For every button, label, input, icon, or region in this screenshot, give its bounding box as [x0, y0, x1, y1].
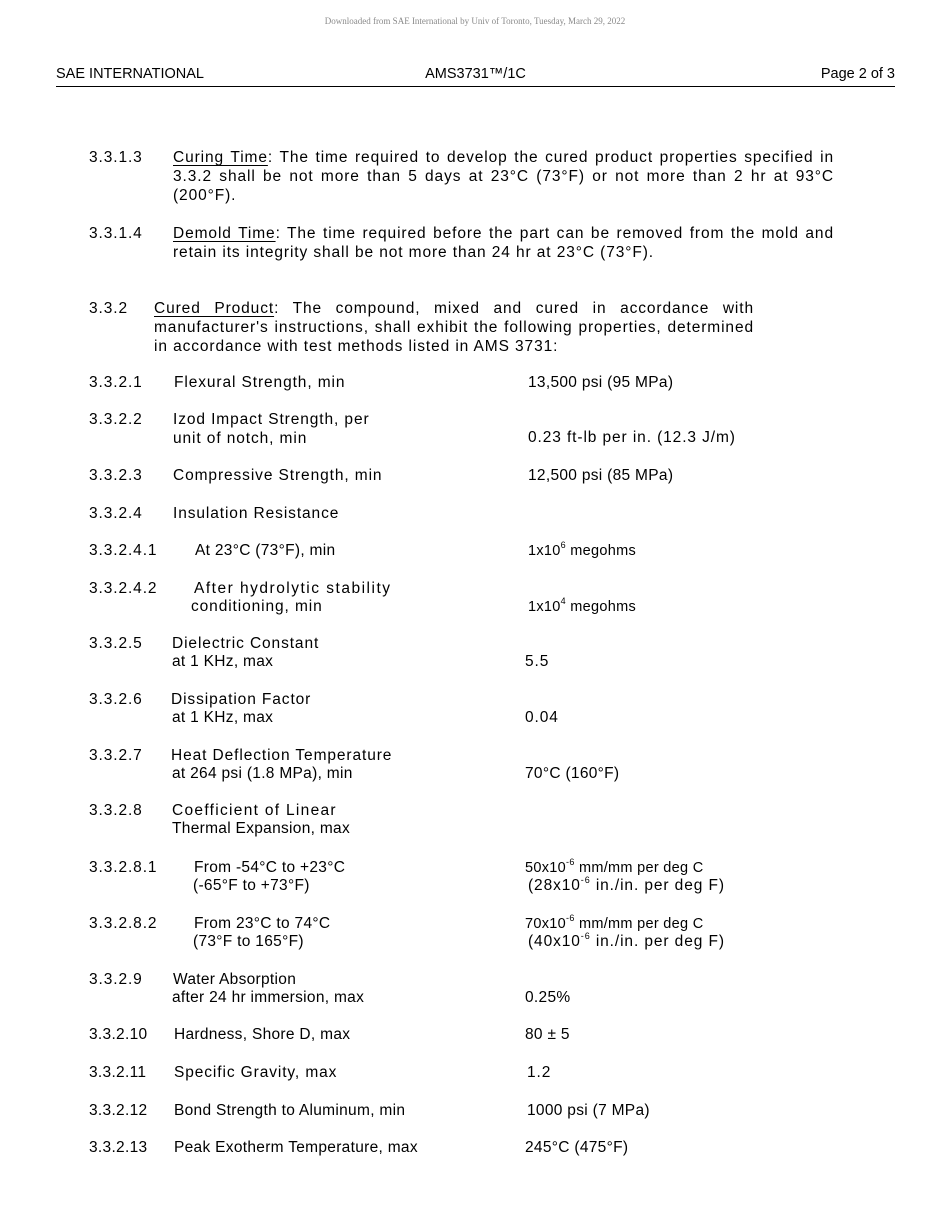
section-number: 3.3.2	[89, 300, 128, 317]
property-number: 3.3.2.2	[89, 411, 143, 428]
property-label-line2: at 1 KHz, max	[172, 653, 274, 670]
property-value	[528, 542, 636, 561]
property-label: Water Absorption	[173, 971, 297, 988]
value-exponent: -6	[580, 931, 591, 941]
property-number: 3.3.2.8	[89, 802, 143, 819]
property-value: 0.23 ft-lb per in. (12.3 J/m)	[528, 429, 736, 446]
value-exponent: 6	[560, 540, 566, 550]
property-number: 3.3.2.11	[89, 1064, 147, 1081]
term-cured-product: Cured Product	[154, 300, 275, 317]
property-value: 12,500 psi (85 MPa)	[528, 467, 674, 484]
value-base: 70x10	[525, 916, 567, 932]
header-organization: SAE INTERNATIONAL	[56, 66, 204, 82]
value-exponent: -6	[566, 857, 575, 867]
property-number: 3.3.2.5	[89, 635, 143, 652]
property-number: 3.3.2.6	[89, 691, 143, 708]
property-label-line2: conditioning, min	[191, 598, 323, 615]
property-label: Dielectric Constant	[172, 635, 320, 652]
property-label: Compressive Strength, min	[173, 467, 383, 484]
property-label: Insulation Resistance	[173, 505, 340, 522]
value-unit: mm/mm per deg C	[574, 860, 704, 876]
property-value: 0.25%	[525, 989, 571, 1006]
property-label: Izod Impact Strength, per	[173, 411, 370, 428]
value-exponent: -6	[566, 913, 575, 923]
property-value: 1000 psi (7 MPa)	[527, 1102, 650, 1119]
property-number: 3.3.2.7	[89, 747, 143, 764]
property-label: Flexural Strength, min	[174, 374, 346, 391]
paragraph-text: : The compound, mixed and cured in accordance with manufacturer's instructions, shall exhibit the following properties, determined in accordance with test methods listed in AMS 3731:	[154, 300, 754, 355]
property-label: Peak Exotherm Temperature, max	[174, 1139, 418, 1156]
property-label-line2: after 24 hr immersion, max	[172, 989, 365, 1006]
property-value: 0.04	[525, 709, 559, 726]
value-unit: mm/mm per deg C	[574, 916, 704, 932]
property-label-line2: (-65°F to +73°F)	[193, 877, 310, 894]
value-exponent: 4	[560, 596, 566, 606]
property-value	[528, 598, 636, 617]
value-base: 1x10	[528, 599, 561, 615]
section-number: 3.3.1.4	[89, 225, 143, 242]
property-label-line2: Thermal Expansion, max	[172, 820, 351, 837]
property-value: 245°C (475°F)	[525, 1139, 629, 1156]
property-value: 1.2	[527, 1064, 552, 1081]
property-label-line2: (73°F to 165°F)	[193, 933, 304, 950]
value-unit: in./in. per deg F)	[590, 933, 725, 950]
property-label: Bond Strength to Aluminum, min	[174, 1102, 406, 1119]
property-value: 13,500 psi (95 MPa)	[528, 374, 674, 391]
value-unit: in./in. per deg F)	[590, 877, 725, 894]
property-label: At 23°C (73°F), min	[195, 542, 336, 559]
property-label: Dissipation Factor	[171, 691, 312, 708]
value-exponent: -6	[580, 875, 591, 885]
paragraph-body	[173, 148, 834, 205]
property-label-line2: at 264 psi (1.8 MPa), min	[172, 765, 353, 782]
property-number: 3.3.2.9	[89, 971, 143, 988]
property-number: 3.3.2.4.2	[89, 580, 158, 597]
property-label: From -54°C to +23°C	[194, 859, 346, 876]
property-number: 3.3.2.12	[89, 1102, 148, 1119]
value-base: 50x10	[525, 860, 567, 876]
property-number: 3.3.2.4	[89, 505, 143, 522]
paragraph-body	[173, 224, 834, 262]
property-label: Coefficient of Linear	[172, 802, 337, 819]
property-label-line2: at 1 KHz, max	[172, 709, 274, 726]
paragraph-body	[154, 299, 754, 356]
property-label: Heat Deflection Temperature	[171, 747, 393, 764]
property-value	[525, 915, 704, 934]
property-value-line2	[528, 933, 725, 952]
section-number: 3.3.1.3	[89, 149, 143, 166]
term-curing-time: Curing Time	[173, 149, 268, 166]
download-notice: Downloaded from SAE International by Univ of Toronto, Tuesday, March 29, 2022	[324, 16, 626, 26]
property-label: Hardness, Shore D, max	[174, 1026, 351, 1043]
paragraph-text: : The time required before the part can be removed from the mold and retain its integrity shall be not more than 24 hr at 23°C (73°F).	[173, 225, 834, 261]
property-number: 3.3.2.4.1	[89, 542, 158, 559]
property-label: After hydrolytic stability	[194, 580, 392, 597]
paragraph-text: : The time required to develop the cured product properties specified in 3.3.2 shall be not more than 5 days at 23°C (73°F) or not more than 2 hr at 93°C (200°F).	[173, 149, 834, 204]
property-value: 70°C (160°F)	[525, 765, 620, 782]
header-page-number: Page 2 of 3	[820, 66, 895, 82]
property-label-line2: unit of notch, min	[173, 430, 308, 447]
property-number: 3.3.2.8.2	[89, 915, 158, 932]
property-value	[525, 859, 704, 878]
property-number: 3.3.2.3	[89, 467, 143, 484]
value-base: (28x10	[528, 877, 581, 894]
property-value-line2	[528, 877, 725, 896]
property-value: 5.5	[525, 653, 550, 670]
term-demold-time: Demold Time	[173, 225, 276, 242]
value-unit: megohms	[565, 599, 637, 615]
property-number: 3.3.2.13	[89, 1139, 148, 1156]
value-base: (40x10	[528, 933, 581, 950]
property-value: 80 ± 5	[525, 1026, 570, 1043]
property-number: 3.3.2.1	[89, 374, 143, 391]
property-label: From 23°C to 74°C	[194, 915, 331, 932]
property-number: 3.3.2.8.1	[89, 859, 158, 876]
value-unit: megohms	[565, 543, 637, 559]
property-label: Specific Gravity, max	[174, 1064, 338, 1081]
property-number: 3.3.2.10	[89, 1026, 148, 1043]
page-header	[56, 66, 895, 87]
header-document-number: AMS3731™/1C	[425, 66, 526, 82]
value-base: 1x10	[528, 543, 561, 559]
